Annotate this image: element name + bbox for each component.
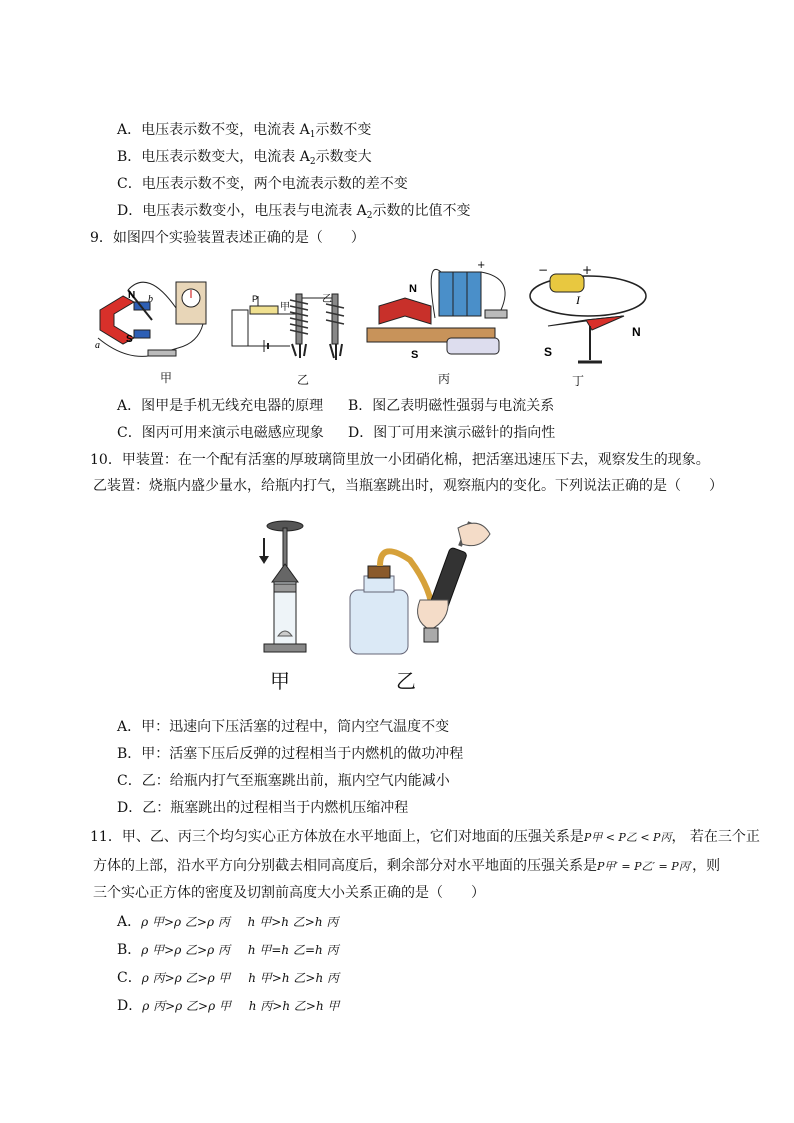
compass-needle-n: [586, 316, 624, 330]
option-text: 乙：给瓶内打气至瓶塞跳出前，瓶内空气内能减小: [141, 773, 450, 789]
subscript: 2: [366, 211, 373, 221]
option-label: C．: [117, 176, 142, 192]
density-relation: ρ 甲>ρ 乙>ρ 丙: [141, 943, 231, 957]
q8-option-a: [117, 121, 371, 144]
option-label: C．: [117, 773, 142, 789]
q11-option-c: [117, 969, 339, 987]
battery-cell: [439, 272, 453, 316]
stopper: [368, 566, 390, 578]
q10-option-a: [117, 718, 449, 736]
q10-stem-line1: 10．甲装置：在一个配有活塞的厚玻璃筒里放一小团硝化棉，把活塞迅速压下去，观察发生的现象。: [90, 452, 710, 468]
circuit: [232, 310, 248, 346]
stem-text: 11．甲、乙、丙三个均匀实心正方体放在水平地面上，它们对地面的压强关系是: [90, 829, 584, 845]
bottle: [350, 590, 408, 654]
label-n: N: [409, 283, 417, 295]
option-label: B．: [117, 746, 142, 762]
height-relation: h 甲=h 乙=h 丙: [247, 943, 339, 957]
label-current: I: [576, 293, 580, 307]
figure-yi-bottle-pump: [340, 520, 500, 670]
label-s: S: [411, 349, 419, 361]
battery-cell: [467, 272, 481, 316]
option-label: A．: [117, 914, 142, 930]
label-n: N: [128, 290, 136, 301]
label-plus: +: [477, 260, 486, 271]
nail-yi: [332, 294, 338, 344]
option-text: 甲：活塞下压后反弹的过程相当于内燃机的做功冲程: [141, 746, 464, 762]
option-text: 图丁可用来演示磁针的指向性: [373, 425, 556, 441]
option-label: C．: [117, 425, 142, 441]
height-relation: h 甲>h 乙>h 丙: [248, 971, 339, 985]
option-label: C．: [117, 970, 142, 986]
figure-ding-compass: [528, 260, 658, 372]
piston-cap: [272, 564, 298, 582]
caption-jia: 甲: [160, 371, 173, 385]
label-jia: 甲: [280, 302, 290, 313]
subscript: 1: [309, 130, 316, 140]
option-label: D．: [348, 425, 374, 441]
density-relation: ρ 甲>ρ 乙>ρ 丙: [141, 915, 230, 929]
label-s: S: [126, 334, 133, 345]
stem-text: ，则: [692, 858, 721, 874]
battery: [550, 274, 584, 292]
option-text: 图甲是手机无线充电器的原理: [141, 398, 324, 414]
stem-text: ， 若在三个正: [671, 829, 760, 845]
q10-option-b: [117, 745, 463, 763]
pins: [292, 344, 306, 358]
stem-text: 方体的上部，沿水平方向分别截去相同高度后，剩余部分对水平地面的压强关系是: [93, 858, 597, 874]
option-text: 电压表示数不变，两个电流表示数的差不变: [141, 176, 408, 192]
option-label: D．: [117, 998, 143, 1014]
option-text: 电压表示数不变，电流表 A: [141, 122, 310, 138]
pins: [330, 344, 342, 360]
rheostat: [250, 306, 278, 314]
q8-option-b: [117, 148, 372, 171]
q11-option-d: [117, 997, 340, 1015]
option-label: A．: [117, 122, 142, 138]
density-relation: ρ 丙>ρ 乙>ρ 甲: [142, 999, 231, 1013]
option-text: 示数变大: [315, 149, 372, 165]
label-a: a: [95, 340, 100, 351]
q8-option-d: [117, 202, 471, 225]
option-text: 乙：瓶塞跳出的过程相当于内燃机压缩冲程: [142, 800, 409, 816]
q9-option-d: [348, 424, 555, 442]
caption-jia: 甲: [270, 669, 290, 693]
caption-yi: 乙: [396, 669, 416, 693]
option-text: 甲：迅速向下压活塞的过程中，筒内空气温度不变: [141, 719, 450, 735]
option-label: D．: [117, 800, 143, 816]
density-relation: ρ 丙>ρ 乙>ρ 甲: [141, 971, 231, 985]
option-label: D．: [117, 203, 143, 219]
q10-option-c: [117, 772, 450, 790]
q11-option-b: [117, 941, 339, 959]
option-text: 示数不变: [315, 122, 372, 138]
horseshoe-magnet: [379, 298, 431, 324]
figure-yi-electromagnets: [230, 290, 360, 368]
option-text: 电压表示数变小，电压表与电流表 A: [142, 203, 367, 219]
valve: [424, 628, 438, 642]
formula-pressure: P甲 < P乙 < P丙: [583, 831, 672, 844]
option-text: 图乙表明磁性强弱与电流关系: [372, 398, 555, 414]
piston: [274, 584, 296, 592]
arrow-down-icon: [259, 556, 269, 564]
option-label: B．: [117, 942, 142, 958]
label-p: P: [252, 294, 259, 304]
q10-stem-line2: 乙装置：烧瓶内盛少量水，给瓶内打气，当瓶塞跳出时，观察瓶内的变化。下列说法正确的是（ ）: [93, 478, 723, 494]
hand: [418, 600, 449, 630]
option-label: A．: [117, 398, 142, 414]
option-text: 电压表示数变大，电流表 A: [141, 149, 310, 165]
q9-option-b: [348, 397, 554, 415]
q11-stem-line2: [93, 857, 720, 876]
height-relation: h 丙>h 乙>h 甲: [248, 999, 340, 1013]
q11-stem-line1: [90, 828, 760, 847]
height-relation: h 甲>h 乙>h 丙: [247, 915, 339, 929]
q11-stem-line3: 三个实心正方体的密度及切割前高度大小关系正确的是（ ）: [93, 885, 485, 901]
option-label: B．: [117, 149, 142, 165]
q8-option-c: [117, 175, 408, 193]
label-b: b: [148, 294, 153, 305]
switch: [148, 350, 176, 356]
figure-jia-galvanometer: [88, 268, 218, 368]
figure-jia-fire-syringe: [250, 518, 320, 668]
caption-ding: 丁: [572, 374, 585, 388]
label-n: N: [632, 325, 641, 339]
option-label: A．: [117, 719, 142, 735]
label-s: S: [544, 345, 553, 359]
q11-option-a: [117, 913, 338, 931]
subscript: 2: [309, 157, 316, 167]
hand: [458, 523, 490, 545]
base: [264, 644, 306, 652]
option-text: 图丙可用来演示电磁感应现象: [141, 425, 324, 441]
label-minus: −: [538, 263, 549, 277]
battery-cell: [453, 272, 467, 316]
q9-stem: 9．如图四个实验装置表述正确的是（ ）: [90, 230, 365, 246]
label-yi: 乙: [322, 294, 332, 305]
switch: [485, 310, 507, 318]
rheostat: [447, 338, 499, 354]
formula-pressure-after: P甲′ = P乙′ = P丙′: [597, 860, 693, 873]
caption-bing: 丙: [438, 372, 451, 386]
option-label: B．: [348, 398, 373, 414]
q9-option-c: [117, 424, 324, 442]
caption-yi: 乙: [297, 373, 310, 387]
q9-option-a: [117, 397, 323, 415]
wire-loop: [530, 276, 646, 316]
option-text: 示数的比值不变: [372, 203, 471, 219]
q10-option-d: [117, 799, 408, 817]
label-plus: +: [582, 263, 593, 277]
figure-bing-motor: [365, 258, 515, 370]
